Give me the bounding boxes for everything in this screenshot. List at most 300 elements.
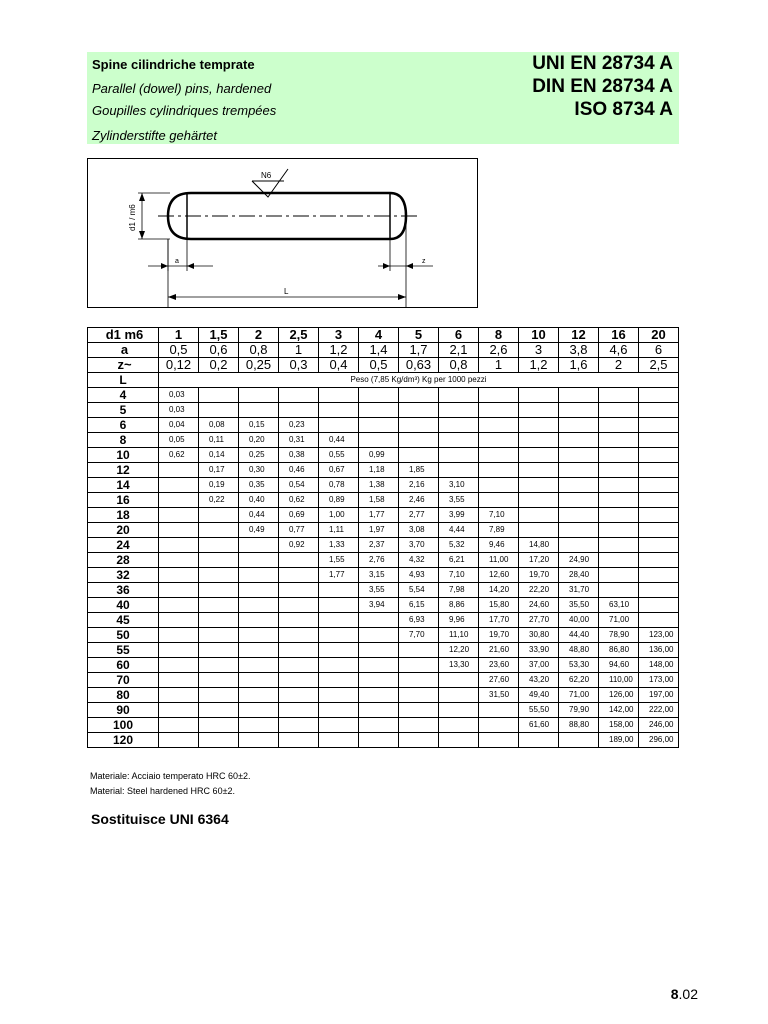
- weight-cell: 11,00: [479, 553, 519, 568]
- table-row: [88, 538, 679, 553]
- weight-cell: [599, 493, 639, 508]
- weight-cell: 19,70: [479, 628, 519, 643]
- weight-cell: 22,20: [519, 583, 559, 598]
- weight-cell: 3,70: [399, 538, 439, 553]
- weight-cell: 62,20: [559, 673, 599, 688]
- weight-cell: 40,00: [559, 613, 599, 628]
- weight-cell: [399, 433, 439, 448]
- material-notes: [90, 769, 251, 799]
- a-cell: 3,8: [559, 343, 599, 358]
- table-row: [88, 388, 679, 403]
- weight-cell: 0,46: [279, 463, 319, 478]
- weight-cell: 2,16: [399, 478, 439, 493]
- weight-cell: [399, 703, 439, 718]
- d1-cell: 16: [599, 328, 639, 343]
- a-cell: 0,5: [159, 343, 199, 358]
- d1-cell: 2: [239, 328, 279, 343]
- weight-cell: [559, 508, 599, 523]
- weight-cell: [439, 418, 479, 433]
- z-row: [88, 358, 679, 373]
- replaces-note: Sostituisce UNI 6364: [91, 811, 229, 827]
- weight-cell: [319, 613, 359, 628]
- weight-cell: 1,00: [319, 508, 359, 523]
- weight-cell: [519, 478, 559, 493]
- weight-cell: [159, 688, 199, 703]
- weight-cell: [519, 463, 559, 478]
- weight-cell: [159, 538, 199, 553]
- weight-cell: 142,00: [599, 703, 639, 718]
- weight-cell: 53,30: [559, 658, 599, 673]
- weight-cell: 136,00: [639, 643, 679, 658]
- weight-cell: [199, 538, 239, 553]
- weight-cell: [279, 643, 319, 658]
- surface-finish-label: N6: [261, 171, 272, 180]
- weight-cell: 14,20: [479, 583, 519, 598]
- weight-cell: 17,70: [479, 613, 519, 628]
- weight-cell: 0,15: [239, 418, 279, 433]
- z-cell: 0,2: [199, 358, 239, 373]
- weight-cell: [279, 628, 319, 643]
- weight-cell: [639, 583, 679, 598]
- weight-cell: [599, 553, 639, 568]
- a-row: [88, 343, 679, 358]
- weight-cell: [199, 628, 239, 643]
- weight-cell: [479, 448, 519, 463]
- length-cell: 80: [88, 688, 159, 703]
- weight-cell: 7,89: [479, 523, 519, 538]
- weight-cell: [399, 718, 439, 733]
- weight-cell: [399, 388, 439, 403]
- weight-cell: 0,44: [239, 508, 279, 523]
- weight-cell: 0,19: [199, 478, 239, 493]
- weight-cell: 88,80: [559, 718, 599, 733]
- pin-drawing: [87, 158, 478, 308]
- weight-cell: 0,69: [279, 508, 319, 523]
- weight-cell: [519, 403, 559, 418]
- z-cell: 0,12: [159, 358, 199, 373]
- weight-cell: 110,00: [599, 673, 639, 688]
- weight-cell: [159, 613, 199, 628]
- weight-cell: 3,94: [359, 598, 399, 613]
- weight-cell: [359, 388, 399, 403]
- weight-cell: [199, 598, 239, 613]
- weight-cell: [439, 403, 479, 418]
- weight-cell: [319, 673, 359, 688]
- weight-cell: 7,10: [439, 568, 479, 583]
- weight-cell: [599, 583, 639, 598]
- weight-cell: [599, 433, 639, 448]
- length-cell: 36: [88, 583, 159, 598]
- weight-cell: [399, 418, 439, 433]
- weight-cell: [319, 583, 359, 598]
- weight-cell: 0,11: [199, 433, 239, 448]
- weight-cell: [279, 673, 319, 688]
- weight-table-body: [88, 328, 679, 748]
- weight-cell: [479, 403, 519, 418]
- weight-cell: [319, 733, 359, 748]
- d1-cell: 3: [319, 328, 359, 343]
- weight-cell: 94,60: [599, 658, 639, 673]
- weight-cell: 0,40: [239, 493, 279, 508]
- weight-cell: 0,25: [239, 448, 279, 463]
- weight-cell: 30,80: [519, 628, 559, 643]
- weight-cell: 0,14: [199, 448, 239, 463]
- weight-cell: [639, 433, 679, 448]
- weight-cell: [239, 388, 279, 403]
- weight-cell: [319, 718, 359, 733]
- d1-cell: 5: [399, 328, 439, 343]
- weight-cell: [359, 658, 399, 673]
- weight-cell: [279, 568, 319, 583]
- weight-cell: [479, 478, 519, 493]
- a-cell: 1,4: [359, 343, 399, 358]
- d1-label: d1 / m6: [128, 204, 137, 231]
- weight-cell: [639, 553, 679, 568]
- z-cell: 0,63: [399, 358, 439, 373]
- weight-cell: [639, 463, 679, 478]
- z-header: z~: [88, 358, 159, 373]
- weight-cell: 197,00: [639, 688, 679, 703]
- weight-cell: [599, 478, 639, 493]
- z-cell: 0,8: [439, 358, 479, 373]
- weight-cell: 27,60: [479, 673, 519, 688]
- weight-cell: 3,10: [439, 478, 479, 493]
- weight-cell: [439, 388, 479, 403]
- weight-cell: [439, 433, 479, 448]
- weight-cell: 0,05: [159, 433, 199, 448]
- weight-cell: 24,60: [519, 598, 559, 613]
- material-note-it: Materiale: Acciaio temperato HRC 60±2.: [90, 771, 251, 781]
- weight-cell: [319, 703, 359, 718]
- weight-cell: [199, 688, 239, 703]
- weight-cell: 5,32: [439, 538, 479, 553]
- weight-cell: [279, 553, 319, 568]
- weight-cell: 0,89: [319, 493, 359, 508]
- weight-cell: [159, 463, 199, 478]
- weight-cell: [239, 703, 279, 718]
- weight-cell: [639, 538, 679, 553]
- weight-cell: 1,18: [359, 463, 399, 478]
- length-cell: 55: [88, 643, 159, 658]
- weight-cell: [279, 703, 319, 718]
- weight-cell: [239, 658, 279, 673]
- weight-cell: [559, 493, 599, 508]
- length-cell: 40: [88, 598, 159, 613]
- d1-cell: 4: [359, 328, 399, 343]
- weight-cell: [599, 523, 639, 538]
- weight-cell: [319, 418, 359, 433]
- weight-cell: [639, 523, 679, 538]
- length-cell: 20: [88, 523, 159, 538]
- weight-cell: [439, 463, 479, 478]
- weight-cell: 4,44: [439, 523, 479, 538]
- weight-cell: [159, 598, 199, 613]
- weight-cell: [599, 538, 639, 553]
- weight-cell: 0,54: [279, 478, 319, 493]
- z-cell: 0,4: [319, 358, 359, 373]
- weight-cell: 158,00: [599, 718, 639, 733]
- weight-cell: 0,38: [279, 448, 319, 463]
- weight-cell: [639, 508, 679, 523]
- a-cell: 2,1: [439, 343, 479, 358]
- weight-cell: [399, 403, 439, 418]
- weight-cell: 0,99: [359, 448, 399, 463]
- weight-cell: [559, 523, 599, 538]
- weight-cell: 43,20: [519, 673, 559, 688]
- table-row: [88, 508, 679, 523]
- weight-cell: 49,40: [519, 688, 559, 703]
- weight-cell: [239, 643, 279, 658]
- length-cell: 12: [88, 463, 159, 478]
- weight-cell: 13,30: [439, 658, 479, 673]
- table-row: [88, 598, 679, 613]
- weight-cell: 148,00: [639, 658, 679, 673]
- weight-cell: [599, 568, 639, 583]
- weight-cell: [159, 478, 199, 493]
- weight-cell: [279, 598, 319, 613]
- weight-cell: 44,40: [559, 628, 599, 643]
- weight-cell: 37,00: [519, 658, 559, 673]
- weight-cell: 24,90: [559, 553, 599, 568]
- weight-cell: [399, 643, 439, 658]
- weight-cell: [199, 583, 239, 598]
- L-label: L: [284, 287, 289, 296]
- weight-cell: [559, 433, 599, 448]
- weight-cell: [519, 418, 559, 433]
- title-french: Goupilles cylindriques trempées: [92, 103, 277, 118]
- weight-cell: [319, 388, 359, 403]
- weight-cell: 78,90: [599, 628, 639, 643]
- weight-cell: 1,85: [399, 463, 439, 478]
- table-row: [88, 418, 679, 433]
- weight-cell: [519, 508, 559, 523]
- weight-cell: [479, 703, 519, 718]
- weight-cell: [199, 673, 239, 688]
- weight-cell: [639, 403, 679, 418]
- weight-cell: [159, 673, 199, 688]
- weight-cell: [599, 388, 639, 403]
- weight-cell: [599, 403, 639, 418]
- weight-cell: [159, 643, 199, 658]
- weight-cell: [239, 583, 279, 598]
- weight-cell: [479, 388, 519, 403]
- L-caption-row: [88, 373, 679, 388]
- weight-cell: [439, 733, 479, 748]
- weight-cell: 3,55: [439, 493, 479, 508]
- weight-cell: 0,03: [159, 388, 199, 403]
- page-number-major: 8: [670, 986, 679, 1002]
- d1-cell: 8: [479, 328, 519, 343]
- weight-cell: 1,97: [359, 523, 399, 538]
- weight-cell: 8,86: [439, 598, 479, 613]
- weight-cell: [359, 643, 399, 658]
- weight-cell: 35,50: [559, 598, 599, 613]
- length-cell: 10: [88, 448, 159, 463]
- weight-cell: [559, 448, 599, 463]
- weight-cell: 0,20: [239, 433, 279, 448]
- weight-cell: [199, 733, 239, 748]
- weight-cell: 1,33: [319, 538, 359, 553]
- weight-cell: 0,17: [199, 463, 239, 478]
- weight-cell: [239, 568, 279, 583]
- a-cell: 6: [639, 343, 679, 358]
- length-cell: 60: [88, 658, 159, 673]
- table-row: [88, 673, 679, 688]
- weight-cell: [319, 643, 359, 658]
- weight-cell: [159, 733, 199, 748]
- table-row: [88, 433, 679, 448]
- weight-cell: [359, 628, 399, 643]
- weight-cell: [439, 718, 479, 733]
- weight-cell: [639, 613, 679, 628]
- weight-cell: [439, 673, 479, 688]
- weight-cell: [279, 688, 319, 703]
- weight-cell: 6,21: [439, 553, 479, 568]
- weight-cell: [199, 523, 239, 538]
- weight-cell: 31,50: [479, 688, 519, 703]
- weight-cell: [519, 388, 559, 403]
- length-cell: 28: [88, 553, 159, 568]
- weight-cell: 27,70: [519, 613, 559, 628]
- weight-cell: 0,77: [279, 523, 319, 538]
- weight-cell: [359, 673, 399, 688]
- length-cell: 120: [88, 733, 159, 748]
- weight-cell: 4,93: [399, 568, 439, 583]
- weight-cell: [199, 703, 239, 718]
- weight-cell: 123,00: [639, 628, 679, 643]
- table-row: [88, 628, 679, 643]
- weight-cell: 2,37: [359, 538, 399, 553]
- weight-cell: [239, 538, 279, 553]
- weight-cell: 17,20: [519, 553, 559, 568]
- weight-cell: 0,67: [319, 463, 359, 478]
- weight-cell: 222,00: [639, 703, 679, 718]
- weight-cell: 0,08: [199, 418, 239, 433]
- table-row: [88, 718, 679, 733]
- length-cell: 16: [88, 493, 159, 508]
- weight-cell: 7,10: [479, 508, 519, 523]
- weight-cell: [399, 733, 439, 748]
- weight-cell: [479, 433, 519, 448]
- weight-cell: 173,00: [639, 673, 679, 688]
- a-cell: 1,2: [319, 343, 359, 358]
- weight-cell: 3,99: [439, 508, 479, 523]
- d1-cell: 12: [559, 328, 599, 343]
- weight-cell: [159, 493, 199, 508]
- table-row: [88, 643, 679, 658]
- weight-cell: [519, 523, 559, 538]
- weight-cell: [359, 688, 399, 703]
- weight-cell: [319, 403, 359, 418]
- weight-cell: 3,55: [359, 583, 399, 598]
- weight-cell: 0,35: [239, 478, 279, 493]
- weight-cell: 0,62: [159, 448, 199, 463]
- weight-cell: [359, 613, 399, 628]
- weight-cell: [479, 718, 519, 733]
- weight-cell: [639, 598, 679, 613]
- weight-cell: 0,49: [239, 523, 279, 538]
- table-row: [88, 703, 679, 718]
- table-row: [88, 613, 679, 628]
- weight-cell: [199, 613, 239, 628]
- weight-cell: [559, 463, 599, 478]
- page-number-minor: .02: [678, 986, 698, 1002]
- weight-cell: 0,44: [319, 433, 359, 448]
- z-cell: 1: [479, 358, 519, 373]
- weight-cell: [199, 403, 239, 418]
- weight-cell: [279, 658, 319, 673]
- weight-cell: 7,98: [439, 583, 479, 598]
- weight-cell: [639, 418, 679, 433]
- length-cell: 5: [88, 403, 159, 418]
- standard-iso: ISO 8734 A: [574, 99, 673, 120]
- a-cell: 1: [279, 343, 319, 358]
- pin-drawing-svg: [88, 159, 477, 307]
- weight-cell: [279, 613, 319, 628]
- weight-cell: [239, 628, 279, 643]
- weight-cell: [159, 508, 199, 523]
- weight-cell: [359, 703, 399, 718]
- weight-cell: [519, 493, 559, 508]
- weight-cell: [599, 508, 639, 523]
- z-cell: 1,6: [559, 358, 599, 373]
- d1-cell: 1,5: [199, 328, 239, 343]
- weight-cell: [319, 628, 359, 643]
- weight-cell: [479, 733, 519, 748]
- d1-cell: 20: [639, 328, 679, 343]
- weight-cell: 6,93: [399, 613, 439, 628]
- title-italian: Spine cilindriche temprate: [92, 57, 255, 72]
- z-cell: 0,3: [279, 358, 319, 373]
- weight-cell: [159, 553, 199, 568]
- weight-cell: 1,11: [319, 523, 359, 538]
- length-cell: 8: [88, 433, 159, 448]
- weight-cell: 12,20: [439, 643, 479, 658]
- title-english: Parallel (dowel) pins, hardened: [92, 81, 272, 96]
- weight-cell: [279, 718, 319, 733]
- weight-cell: [159, 628, 199, 643]
- weight-cell: 1,77: [359, 508, 399, 523]
- weight-cell: [239, 718, 279, 733]
- weight-table: [87, 327, 679, 748]
- title-german: Zylinderstifte gehärtet: [92, 128, 218, 143]
- table-row: [88, 658, 679, 673]
- standard-din: DIN EN 28734 A: [532, 76, 673, 97]
- table-row: [88, 478, 679, 493]
- d1-cell: 10: [519, 328, 559, 343]
- weight-cell: [199, 643, 239, 658]
- weight-cell: [319, 598, 359, 613]
- table-row: [88, 688, 679, 703]
- weight-cell: [159, 718, 199, 733]
- weight-cell: [439, 688, 479, 703]
- weight-cell: 28,40: [559, 568, 599, 583]
- weight-cell: 0,23: [279, 418, 319, 433]
- weight-cell: 2,46: [399, 493, 439, 508]
- weight-cell: [639, 493, 679, 508]
- weight-cell: 1,77: [319, 568, 359, 583]
- weight-cell: [239, 403, 279, 418]
- weight-cell: [199, 388, 239, 403]
- weight-cell: 0,22: [199, 493, 239, 508]
- page-number: [671, 986, 698, 1002]
- weight-cell: [559, 538, 599, 553]
- table-row: [88, 403, 679, 418]
- d1-cell: 6: [439, 328, 479, 343]
- weight-cell: [199, 568, 239, 583]
- weight-cell: 246,00: [639, 718, 679, 733]
- a-header: a: [88, 343, 159, 358]
